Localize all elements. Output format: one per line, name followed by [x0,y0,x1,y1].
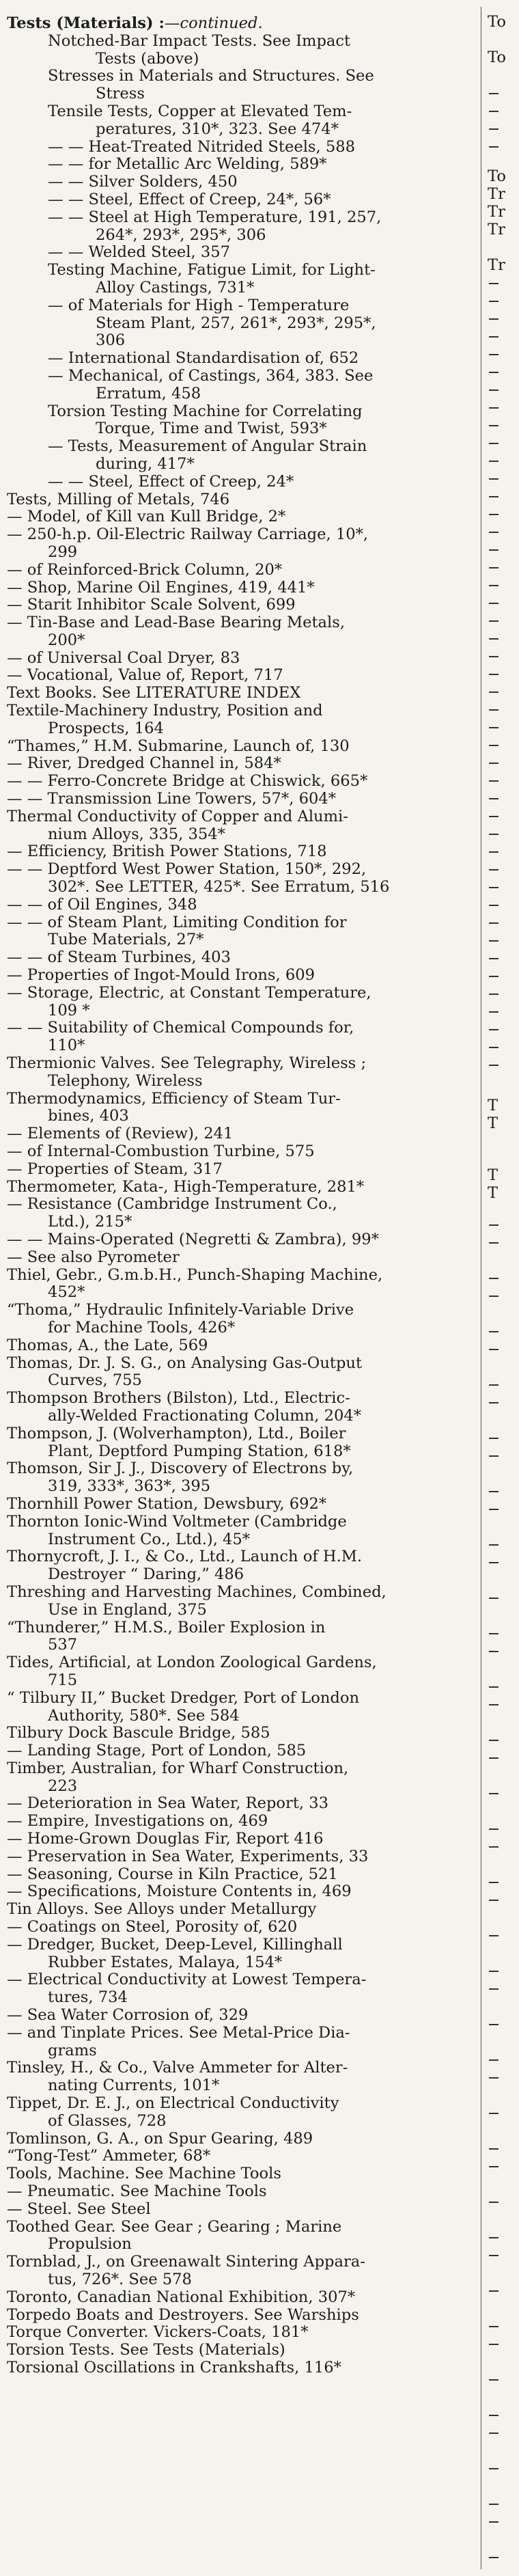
index-entry: Thiel, Gebr., G.m.b.H., Punch-Shaping Machine, [7,1265,383,1284]
continuation-dash [489,102,499,112]
continuation-dash [489,2513,499,2523]
index-entry: Thompson Brothers (Bilston), Ltd., Electric- [7,1389,350,1408]
clipped-entry-fragment: To [488,14,506,31]
index-entry: “Thames,” H.M. Submarine, Launch of, 130 [7,737,350,755]
continuation-dash [489,754,499,764]
index-entry: Notched-Bar Impact Tests. See Impact [48,31,351,50]
index-entry: 306 [96,331,126,350]
continuation-dash [489,1341,499,1350]
index-entry: tus, 726*. See 578 [48,2271,192,2288]
continuation-dash [489,1501,499,1510]
continuation-dash [489,879,499,888]
continuation-dash [489,968,499,977]
index-entry: — and Tinplate Prices. See Metal-Price Dia- [7,2023,350,2042]
continuation-dash [489,1270,499,1279]
index-entry: Stress [96,85,145,103]
index-entry: Alloy Castings, 731* [96,278,255,297]
index-entry: 200* [48,631,85,649]
index-entry: Tippet, Dr. E. J., on Electrical Conductivity [7,2094,339,2113]
continuation-dash [489,85,499,94]
index-entry: — Preservation in Sea Water, Experiments, 33 [7,1847,369,1865]
index-entry: — Elements of (Review), 241 [7,1125,234,1143]
index-entry: — — Deptford West Power Station, 150*, 292, [7,860,367,879]
index-entry: — International Standardisation of, 652 [48,349,359,368]
continuation-dash [489,630,499,640]
index-entry: Tests, Milling of Metals, 746 [7,490,230,508]
index-entry: — Properties of Ingot-Mould Irons, 609 [7,966,315,985]
index-entry: — Properties of Steam, 317 [7,1160,223,1178]
index-entry: 109 * [48,1001,90,1019]
continuation-dash [489,932,499,942]
index-entry: — Electrical Conductivity at Lowest Tempera- [7,1971,367,1989]
index-entry: Thomas, A., the Late, 569 [7,1336,208,1354]
continuation-dash [489,1678,499,1688]
index-entry: Threshing and Harvesting Machines, Combined, [7,1582,387,1601]
index-entry: Tornblad, J., on Greenawalt Sintering Appara- [7,2253,365,2271]
index-entry: — Starit Inhibitor Scale Solvent, 699 [7,596,296,614]
index-entry: — — Steel, Effect of Creep, 24* [48,472,294,491]
clipped-entry-fragment: T [488,1167,499,1184]
index-entry: — — of Oil Engines, 348 [7,895,197,914]
index-entry: 319, 333*, 363*, 395 [48,1477,211,1496]
continuation-dash [489,1536,499,1546]
index-entry: bines, 403 [48,1107,129,1125]
index-entry: — Seasoning, Course in Kiln Practice, 521 [7,1865,338,1883]
continuation-dash [489,1838,499,1848]
index-entry: — of Materials for High - Temperature [48,296,350,314]
continuation-dash [489,1643,499,1652]
index-entry: peratures, 310*, 323. See 474* [96,120,339,138]
continuation-dash [489,364,499,373]
index-entry: — — Suitability of Chemical Compounds for, [7,1019,354,1037]
index-entry: Tides, Artificial, at London Zoological Gardens, [7,1654,377,1672]
continuation-dash [489,1429,499,1439]
index-entry: Toronto, Canadian National Exhibition, 307* [7,2288,356,2306]
continuation-dash [489,950,499,959]
index-entry: — Mechanical, of Castings, 364, 383. See [48,366,374,385]
continuation-dash [489,1287,499,1297]
index-entry: Torsional Oscillations in Crankshafts, 116* [7,2358,341,2376]
continuation-dash [489,1731,499,1741]
clipped-entry-fragment: Tr [488,186,505,203]
index-entry: Tomlinson, G. A., on Spur Gearing, 489 [7,2129,313,2148]
continuation-dash [489,737,499,746]
clipped-entry-fragment: Tr [488,204,505,221]
index-entry: Testing Machine, Fatigue Limit, for Light- [48,261,376,279]
continuation-dash [489,2460,499,2469]
continuation-dash [489,120,499,130]
clipped-entry-fragment: T [488,1185,499,1202]
heading-continued-note: —continued. [164,14,263,32]
index-entry: 537 [48,1636,78,1654]
index-entry: Telephony, Wireless [48,1071,203,1090]
continuation-dash [489,1021,499,1030]
continuation-dash [489,1003,499,1013]
index-entry: Plant, Deptford Pumping Station, 618* [48,1442,351,1460]
continuation-dash [489,1980,499,1990]
index-entry: — — Silver Solders, 450 [48,173,238,191]
index-entry: 264*, 293*, 295*, 306 [96,225,266,244]
continuation-dash [489,488,499,497]
continuation-dash [489,861,499,871]
continuation-dash [489,1447,499,1457]
continuation-dash [489,2371,499,2381]
index-entry: — — Steel, Effect of Creep, 24*, 56* [48,190,331,208]
index-entry: 223 [48,1777,78,1795]
index-entry: Authority, 580*. See 584 [48,1706,240,1725]
continuation-dash [489,1376,499,1386]
index-entry: Timber, Australian, for Wharf Construction, [7,1759,349,1777]
continuation-dash [489,138,499,148]
continuation-dash [489,2318,499,2327]
index-entry: Thermodynamics, Efficiency of Steam Tur- [7,1089,341,1108]
continuation-dash [489,1554,499,1563]
clipped-entry-fragment: To [488,168,506,185]
index-entry: Ltd.), 215* [48,1213,132,1231]
continuation-dash [489,1891,499,1901]
index-entry: grams [48,2041,97,2059]
index-entry: Thermal Conductivity of Copper and Alumi- [7,807,348,825]
continuation-dash [489,541,499,551]
continuation-dash [489,2495,499,2505]
index-entry: — — Ferro-Concrete Bridge at Chiswick, 665* [7,772,368,791]
index-entry: — Steel. See Steel [7,2200,151,2218]
continuation-dash [489,1749,499,1759]
index-entry: — Vocational, Value of, Report, 717 [7,666,283,685]
index-entry: Use in England, 375 [48,1600,207,1619]
continuation-dash [489,1483,499,1492]
index-entry: Thomas, Dr. J. S. G., on Analysing Gas-Output [7,1354,363,1372]
index-entry: — Efficiency, British Power Stations, 718 [7,842,327,861]
clipped-entry-fragment: To [488,49,506,66]
continuation-dash [489,2158,499,2167]
index-entry: Thermometer, Kata-, High-Temperature, 281* [7,1177,365,1196]
continuation-dash [489,594,499,604]
index-entry: Steam Plant, 257, 261*, 293*, 295*, [96,314,376,332]
index-entry: “Thoma,” Hydraulic Infinitely-Variable Drive [7,1301,354,1319]
index-entry: Tin Alloys. See Alloys under Metallurgy [7,1900,317,1919]
continuation-dash [489,399,499,409]
index-entry: Thornton Ionic-Wind Voltmeter (Cambridge [7,1512,347,1531]
index-entry: — River, Dredged Channel in, 584* [7,754,281,773]
continuation-dash [489,577,499,586]
continuation-dash [489,435,499,444]
index-entry: Torsion Testing Machine for Correlating [48,402,363,420]
continuation-dash [489,896,499,906]
index-entry: Thornycroft, J. I., & Co., Ltd., Launch of H.M. [7,1548,363,1566]
continuation-dash [489,328,499,338]
index-entry: Thomson, Sir J. J., Discovery of Electrons by, [7,1460,354,1478]
index-entry: — Pneumatic. See Machine Tools [7,2182,267,2201]
continuation-dash [489,1216,499,1226]
index-entry: — Shop, Marine Oil Engines, 419, 441* [7,578,315,597]
continuation-dash [489,1039,499,1048]
continuation-dash [489,612,499,622]
continuation-dash [489,701,499,711]
index-entry: — 250-h.p. Oil-Electric Railway Carriage, 10*, [7,525,369,544]
index-entry: Tinsley, H., & Co., Valve Ammeter for Alter- [7,2059,348,2077]
index-entry: “ Tilbury II,” Bucket Dredger, Port of London [7,1688,360,1707]
index-entry: 452* [48,1283,85,1302]
continuation-dash [489,790,499,799]
continuation-dash [489,506,499,515]
index-entry: — of Reinforced-Brick Column, 20* [7,560,283,579]
continuation-dash [489,1234,499,1244]
index-entry: nium Alloys, 335, 354* [48,825,225,843]
index-entry: Text Books. See LITERATURE INDEX [7,684,301,702]
index-entry: — — Heat-Treated Nitrided Steels, 588 [48,137,355,156]
index-entry: — — of Steam Plant, Limiting Condition for [7,913,347,931]
index-entry: 302*. See LETTER, 425*. See Erratum, 516 [48,878,390,896]
continuation-dash [489,825,499,835]
index-entry: — of Internal-Combustion Turbine, 575 [7,1142,315,1160]
section-heading: Tests (Materials) :—continued. [7,14,263,32]
continuation-dash [489,346,499,355]
continuation-dash [489,1323,499,1332]
index-entry: Thompson, J. (Wolverhampton), Ltd., Boiler [7,1424,346,1442]
index-entry: Tools, Machine. See Machine Tools [7,2165,281,2183]
continuation-dash [489,914,499,924]
continuation-dash [489,292,499,302]
continuation-dash [489,310,499,320]
continuation-dash [489,2069,499,2079]
index-entry: — Empire, Investigations on, 469 [7,1812,268,1831]
index-entry: — Deterioration in Sea Water, Report, 33 [7,1794,329,1813]
index-entry: Rubber Estates, Malaya, 154* [48,1953,283,1971]
index-entry: Thornhill Power Station, Dewsbury, 692* [7,1494,327,1513]
index-entry: Destroyer “ Daring,” 486 [48,1565,244,1584]
index-entry: Propulsion [48,2235,132,2253]
index-entry: Prospects, 164 [48,719,164,737]
continuation-dash [489,1874,499,1883]
index-entry: ally-Welded Fractionating Column, 204* [48,1406,362,1425]
clipped-entry-fragment: T [488,1097,499,1114]
continuation-dash [489,275,499,284]
index-entry: — Storage, Electric, at Constant Temperature, [7,983,371,1002]
continuation-dash [489,2549,499,2558]
index-entry: Textile-Machinery Industry, Position and [7,702,323,720]
continuation-dash [489,1820,499,1830]
index-entry: Tests (above) [96,49,199,68]
index-entry: “Thunderer,” H.M.S., Boiler Explosion in [7,1618,326,1636]
index-entry: during, 417* [96,454,195,473]
continuation-dash [489,417,499,426]
index-entry: — — Steel at High Temperature, 191, 257, [48,208,382,226]
index-entry: — Home-Grown Douglas Fir, Report 416 [7,1830,324,1848]
continuation-dash [489,648,499,657]
index-entry: — Tin-Base and Lead-Base Bearing Metals, [7,614,346,632]
index-entry: Instrument Co., Ltd.), 45* [48,1530,251,1548]
continuation-dash [489,381,499,391]
continuation-dash [489,683,499,693]
clipped-entry-fragment: Tr [488,257,505,274]
index-entry: — Resistance (Cambridge Instrument Co., [7,1195,337,1214]
continuation-dash [489,2140,499,2150]
index-entry: — Dredger, Bucket, Deep-Level, Killinghall [7,1935,343,1954]
index-entry: Curves, 755 [48,1371,142,1390]
index-entry: Stresses in Materials and Structures. See [48,67,374,85]
continuation-dash [489,1394,499,1403]
continuation-dash [489,2335,499,2345]
index-entry: 299 [48,543,78,561]
index-entry: Torque Converter. Vickers-Coats, 181* [7,2323,309,2342]
index-entry: 110* [48,1037,85,1055]
continuation-dash [489,1056,499,1066]
continuation-dash [489,2247,499,2256]
continuation-dash [489,666,499,675]
continuation-dash [489,843,499,853]
index-entry: — — of Steam Turbines, 403 [7,948,231,967]
continuation-dash [489,2229,499,2238]
index-entry: nating Currents, 101* [48,2077,220,2095]
index-entry: Thermionic Valves. See Telegraphy, Wireless ; [7,1054,367,1073]
continuation-dash [489,470,499,480]
continuation-dash [489,523,499,533]
continuation-dash [489,452,499,462]
clipped-entry-fragment: Tr [488,221,505,238]
index-entry: — Sea Water Corrosion of, 329 [7,2006,249,2025]
index-entry: — Tests, Measurement of Angular Strain [48,437,367,456]
index-entry: — Specifications, Moisture Contents in, 469 [7,1882,352,1901]
continuation-dash [489,1625,499,1634]
continuation-dash [489,559,499,568]
index-entry: — Model, of Kill van Kull Bridge, 2* [7,508,286,526]
continuation-dash [489,2282,499,2292]
continuation-dash [489,1927,499,1936]
index-entry: Erratum, 458 [96,384,201,402]
index-entry: — of Universal Coal Dryer, 83 [7,648,240,667]
continuation-dash [489,2193,499,2203]
index-column-left [7,15,478,2377]
continuation-dash [489,2051,499,2061]
index-entry: Tensile Tests, Copper at Elevated Tem- [48,102,352,120]
index-entry: — Landing Stage, Port of London, 585 [7,1742,307,1760]
index-entry: 715 [48,1671,78,1689]
index-entry: — Coatings on Steel, Porosity of, 620 [7,1918,298,1936]
index-entry: tures, 734 [48,1988,128,2007]
continuation-dash [489,772,499,782]
index-entry: — — Transmission Line Towers, 57*, 604* [7,790,336,808]
index-entry: — — for Metallic Arc Welding, 589* [48,155,327,174]
index-entry: Tilbury Dock Bascule Bridge, 585 [7,1724,270,1742]
index-entry: — — Welded Steel, 357 [48,243,231,262]
index-entry: Toothed Gear. See Gear ; Gearing ; Marine [7,2217,342,2236]
index-entry: Torsion Tests. See Tests (Materials) [7,2341,285,2359]
clipped-entry-fragment: T [488,1115,499,1132]
index-entry: “Tong-Test” Ammeter, 68* [7,2147,211,2165]
index-entry: Torpedo Boats and Destroyers. See Warships [7,2305,359,2324]
index-entry: Torque, Time and Twist, 593* [96,420,327,438]
index-entry: of Glasses, 728 [48,2111,167,2130]
continuation-dash [489,1962,499,1972]
continuation-dash [489,2105,499,2114]
continuation-dash [489,2016,499,2025]
continuation-dash [489,985,499,995]
index-entry: for Machine Tools, 426* [48,1318,236,1337]
continuation-dash [489,1589,499,1599]
index-entry: — — Mains-Operated (Negretti & Zambra), 99* [7,1230,379,1248]
continuation-dash [489,808,499,817]
index-entry: — See also Pyrometer [7,1248,180,1266]
continuation-dash [489,2424,499,2434]
continuation-dash [489,2407,499,2416]
continuation-dash [489,1785,499,1794]
continuation-dash [489,1696,499,1705]
continuation-dash [489,719,499,728]
index-entry: Tube Materials, 27* [48,931,204,949]
